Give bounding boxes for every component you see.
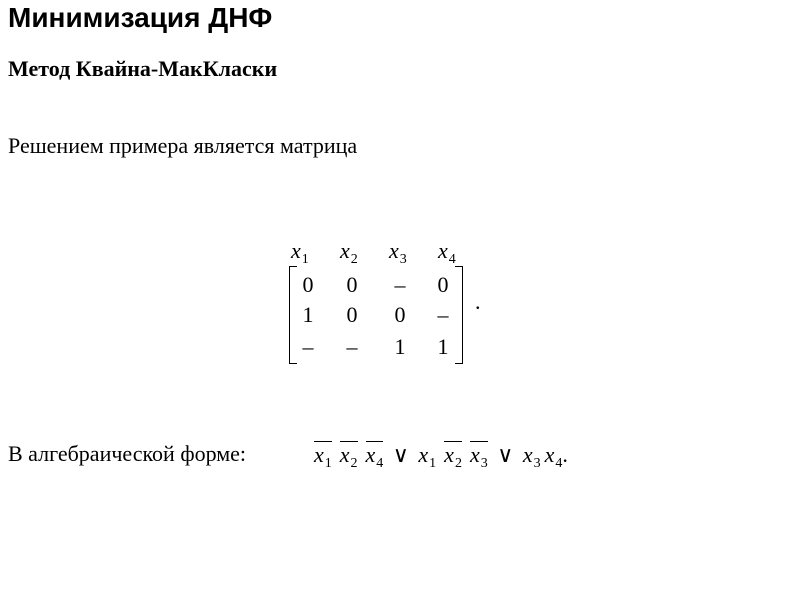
literal-not-x2: $x_2$ (339, 442, 358, 471)
matrix-cell: 0 (346, 272, 358, 297)
matrix-header-x1: $x_1$ (291, 238, 309, 267)
disjunction-symbol: ∨ (392, 442, 409, 467)
matrix-cell: 1 (302, 302, 314, 327)
algebraic-form-label: В алгебраической форме: (8, 441, 247, 466)
matrix-header-x3: $x_3$ (389, 238, 407, 267)
matrix-cell: – (437, 302, 449, 327)
literal-not-x1: $x_1$ (314, 442, 332, 471)
matrix-cell: – (302, 334, 314, 359)
literal-x4: $x_4$ (544, 442, 563, 471)
algebraic-expression (314, 441, 568, 472)
page-subtitle: Метод Квайна-МакКласки (8, 56, 278, 81)
matrix-cell: – (346, 334, 358, 359)
literal-x3: $x_3$ (522, 442, 541, 471)
matrix-cell: 1 (394, 334, 406, 359)
matrix-header-x4: $x_4$ (438, 238, 456, 267)
matrix-cell: 0 (394, 302, 406, 327)
intro-text: Решением примера является матрица (8, 133, 358, 158)
matrix-header-x2: $x_2$ (340, 238, 358, 267)
page-title: Минимизация ДНФ (8, 2, 273, 33)
literal-not-x4: $x_4$ (365, 442, 384, 471)
literal-not-x3: $x_3$ (469, 442, 488, 471)
matrix-cell: 0 (302, 272, 314, 297)
matrix-cell: – (394, 272, 406, 297)
matrix-cell: 1 (437, 334, 449, 359)
expression-end-dot: . (562, 442, 568, 467)
literal-not-x2: $x_2$ (444, 442, 462, 471)
literal-x1: $x_1$ (418, 442, 437, 471)
matrix-cell: 0 (346, 302, 358, 327)
disjunction-symbol: ∨ (497, 442, 514, 467)
matrix-cell: 0 (437, 272, 449, 297)
matrix-trailing-dot: . (475, 289, 481, 314)
